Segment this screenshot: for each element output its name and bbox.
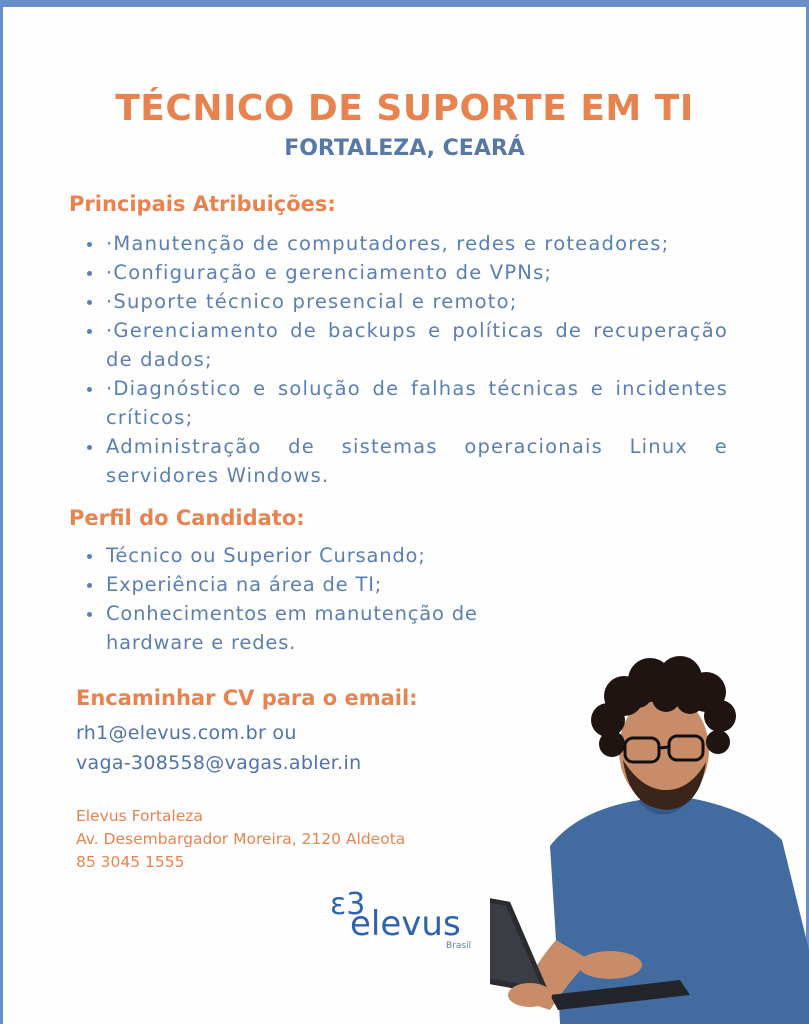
responsibilities-list — [78, 229, 728, 490]
office-name: Elevus Fortaleza — [76, 807, 203, 825]
email-link[interactable]: rh1@elevus.com.br ou — [76, 722, 297, 744]
list-item: ·Manutenção de computadores, redes e roteadores; — [78, 229, 728, 258]
job-location: FORTALEZA, CEARÁ — [284, 136, 525, 161]
list-item: ·Configuração e gerenciamento de VPNs; — [78, 258, 728, 287]
list-item: Conhecimentos em manutenção de hardware e redes. — [78, 599, 518, 657]
logo-name: elevus — [350, 904, 461, 944]
office-address: Av. Desembargador Moreira, 2120 Aldeota — [76, 830, 406, 848]
profile-heading: Perfil do Candidato: — [69, 506, 305, 530]
logo-tagline: Brasil — [446, 941, 472, 951]
list-item: ·Diagnóstico e solução de falhas técnicas e incidentes críticos; — [78, 374, 728, 432]
email-link[interactable]: vaga-308558@vagas.abler.in — [76, 752, 362, 774]
office-phone: 85 3045 1555 — [76, 853, 185, 871]
list-item: ·Gerenciamento de backups e políticas de recuperação de dados; — [78, 316, 728, 374]
list-item: ·Suporte técnico presencial e remoto; — [78, 287, 728, 316]
list-item: Experiência na área de TI; — [78, 570, 518, 599]
person-with-laptop-photo — [490, 650, 809, 1024]
logo-mark: ε3 — [330, 887, 366, 922]
profile-list — [78, 541, 518, 657]
list-item: Administração de sistemas operacionais Linux e servidores Windows. — [78, 432, 728, 490]
cv-heading: Encaminhar CV para o email: — [76, 686, 418, 710]
list-item: Técnico ou Superior Cursando; — [78, 541, 518, 570]
elevus-logo — [328, 880, 488, 960]
job-title: TÉCNICO DE SUPORTE EM TI — [115, 88, 694, 129]
responsibilities-heading: Principais Atribuições: — [69, 192, 336, 216]
